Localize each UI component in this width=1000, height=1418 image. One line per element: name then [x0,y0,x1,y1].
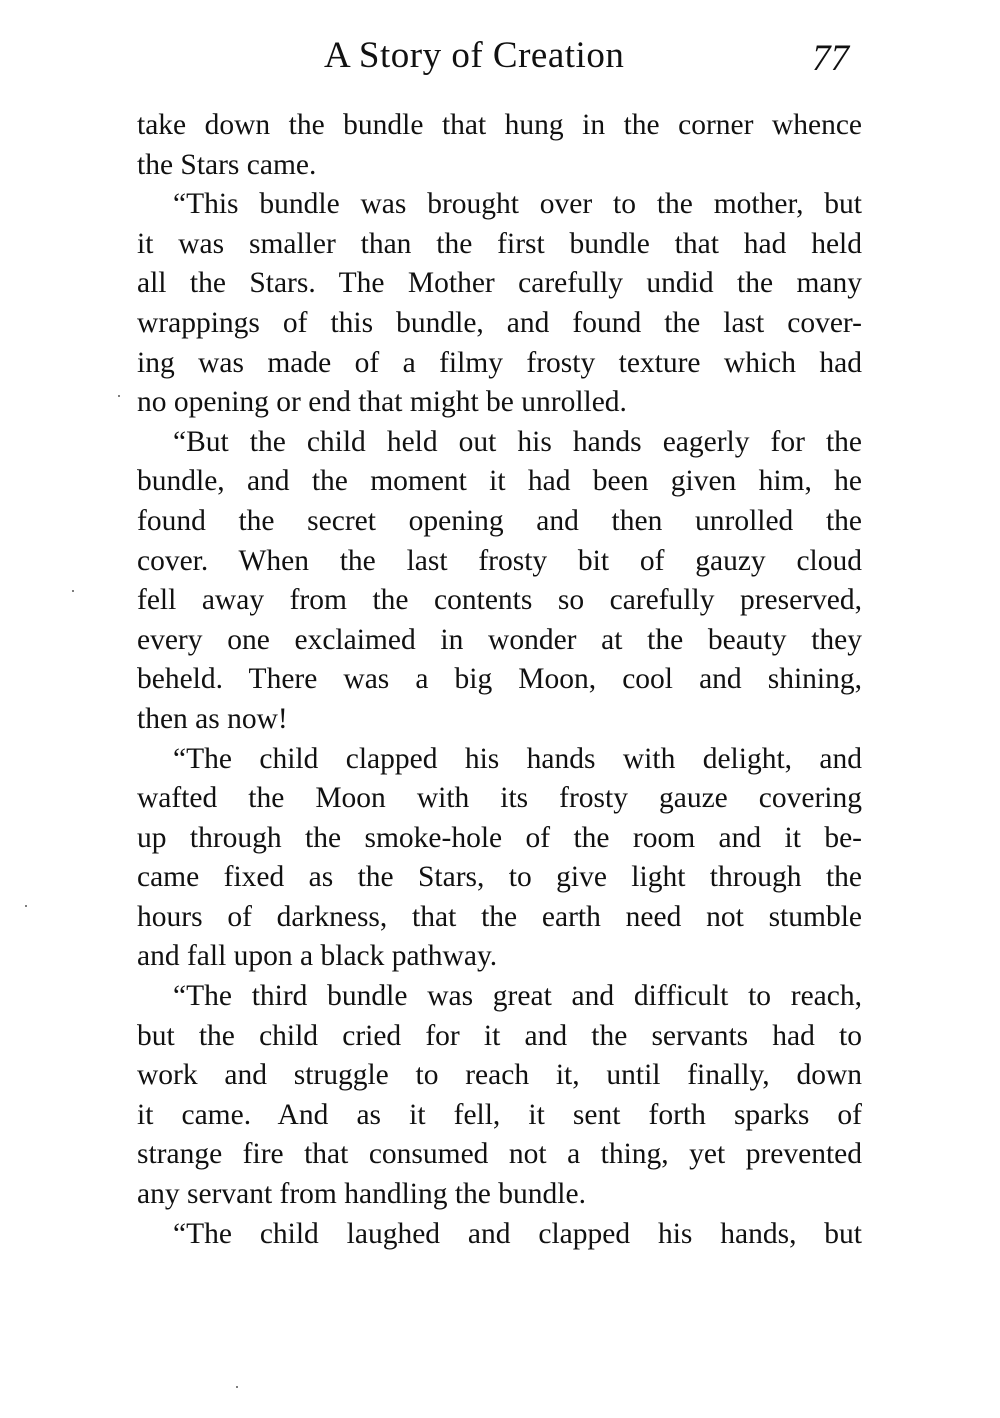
text-line: cover. When the last frosty bit of gauzy cloud [137,544,862,577]
paragraph-first-line: “The child laughed and clapped his hands, but [173,1217,862,1250]
page-number: 77 [812,38,849,79]
text-line: take down the bundle that hung in the corner whence [137,109,862,141]
running-title: A Story of Creation [324,35,625,76]
text-line: came fixed as the Stars, to give light through the [137,861,862,894]
text-line: bundle, and the moment it had been given him, he [137,465,862,498]
text-line: ing was made of a filmy frosty texture which had [137,346,862,379]
text-line: found the secret opening and then unrolled the [137,504,862,537]
body-text [137,106,862,1254]
text-line: strange fire that consumed not a thing, yet prevented [137,1138,862,1171]
text-line: no opening or end that might be unrolled. [137,386,627,419]
text-line: then as now! [137,702,288,735]
text-line: and fall upon a black pathway. [137,940,498,973]
text-line: all the Stars. The Mother carefully undid the many [137,267,862,300]
text-line: hours of darkness, that the earth need not stumble [137,900,862,933]
paragraph-first-line: “But the child held out his hands eagerly for the [173,425,862,458]
text-line: fell away from the contents so carefully preserved, [137,584,862,617]
paragraph-first-line: “This bundle was brought over to the mother, but [173,188,862,221]
scan-speck [25,905,27,907]
paragraph-first-line: “The child clapped his hands with delight, and [173,742,862,775]
text-line: but the child cried for it and the servants had to [137,1019,862,1052]
scan-speck [118,395,120,397]
scan-speck [236,1386,238,1388]
text-line: any servant from handling the bundle. [137,1178,586,1211]
text-line: it was smaller than the first bundle that had held [137,227,862,260]
text-line: it came. And as it fell, it sent forth sparks of [137,1098,862,1131]
text-line: beheld. There was a big Moon, cool and shining, [137,663,862,696]
text-line: wrappings of this bundle, and found the last cover- [137,306,862,339]
text-line: up through the smoke-hole of the room and it be- [137,821,862,854]
text-line: work and struggle to reach it, until finally, down [137,1059,862,1092]
scan-speck [72,590,74,592]
paragraph-first-line: “The third bundle was great and difficult to reach, [173,980,862,1013]
text-line: wafted the Moon with its frosty gauze covering [137,782,862,815]
text-line: every one exclaimed in wonder at the beauty they [137,623,862,656]
running-head [0,34,1000,82]
text-line: the Stars came. [137,148,317,181]
